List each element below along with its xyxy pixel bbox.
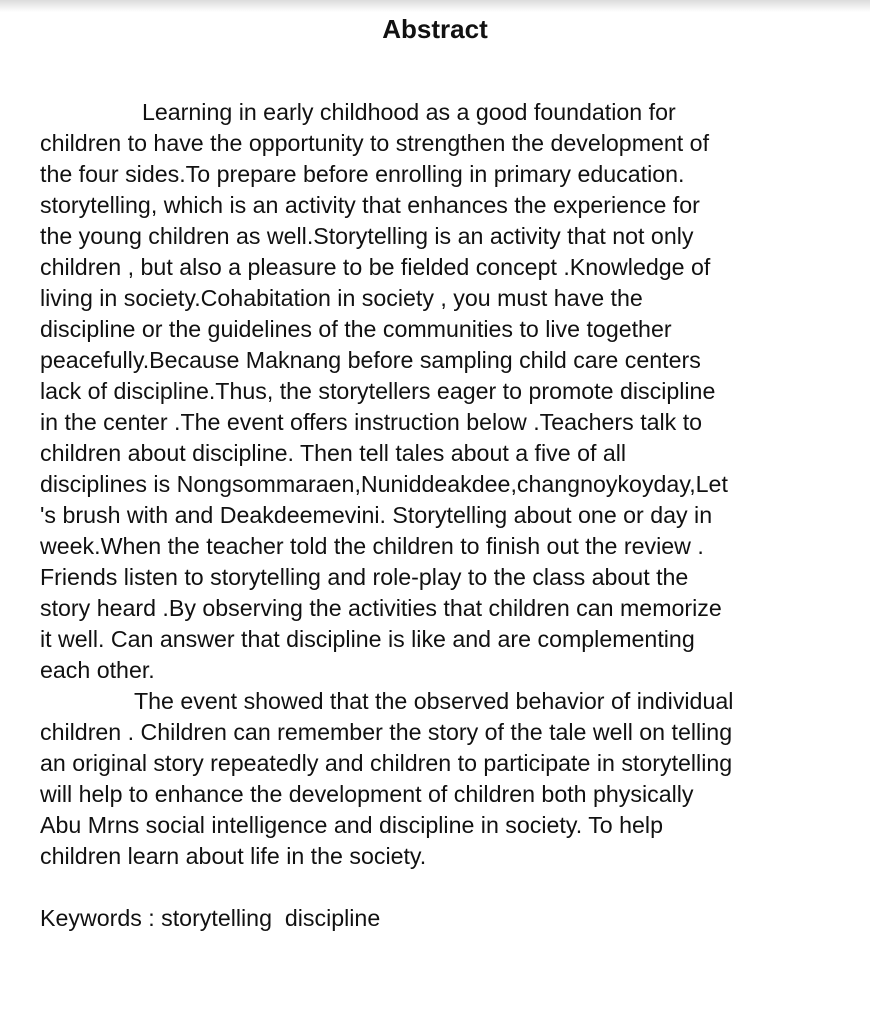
- paragraph-line: the four sides.To prepare before enrolling in primary education.: [40, 161, 685, 187]
- paragraph-2: [40, 686, 860, 872]
- abstract-title: Abstract: [382, 14, 488, 44]
- paragraph-line: children about discipline. Then tell tales about a five of all: [40, 440, 627, 466]
- paragraph-line: living in society.Cohabitation in society , you must have the: [40, 285, 643, 311]
- abstract-page: [40, 0, 860, 934]
- paragraph-line: discipline or the guidelines of the communities to live together: [40, 316, 672, 342]
- keywords-line: Keywords : storytelling discipline: [40, 905, 381, 931]
- paragraph-line: children to have the opportunity to strengthen the development of: [40, 130, 710, 156]
- paragraph-line: children . Children can remember the story of the tale well on telling: [40, 719, 733, 745]
- paragraph-line: storytelling, which is an activity that enhances the experience for: [40, 192, 700, 218]
- paragraph-line: will help to enhance the development of children both physically: [40, 781, 694, 807]
- paragraph-1: [40, 97, 860, 686]
- paragraph-line: Abu Mrns social intelligence and discipline in society. To help: [40, 812, 663, 838]
- paragraph-line: 's brush with and Deakdeemevini. Storytelling about one or day in: [40, 502, 713, 528]
- paragraph-line: story heard .By observing the activities that children can memorize: [40, 595, 722, 621]
- abstract-body: [40, 97, 860, 872]
- paragraph-line: an original story repeatedly and children to participate in storytelling: [40, 750, 733, 776]
- paragraph-line: lack of discipline.Thus, the storytellers eager to promote discipline: [40, 378, 716, 404]
- paragraph-line: it well. Can answer that discipline is like and are complementing: [40, 626, 695, 652]
- paragraph-line: each other.: [40, 657, 155, 683]
- paragraph-line: children , but also a pleasure to be fielded concept .Knowledge of: [40, 254, 711, 280]
- paragraph-line: week.When the teacher told the children to finish out the review .: [40, 533, 704, 559]
- paragraph-line: Learning in early childhood as a good foundation for: [142, 99, 676, 125]
- paragraph-line: the young children as well.Storytelling is an activity that not only: [40, 223, 694, 249]
- paragraph-line: in the center .The event offers instruction below .Teachers talk to: [40, 409, 703, 435]
- paragraph-line: disciplines is Nongsommaraen,Nuniddeakdee,changnoykoyday,Let: [40, 471, 728, 497]
- paragraph-line: children learn about life in the society.: [40, 843, 427, 869]
- paragraph-line: Friends listen to storytelling and role-play to the class about the: [40, 564, 689, 590]
- paragraph-line: The event showed that the observed behavior of individual: [134, 688, 734, 714]
- paragraph-line: peacefully.Because Maknang before sampling child care centers: [40, 347, 701, 373]
